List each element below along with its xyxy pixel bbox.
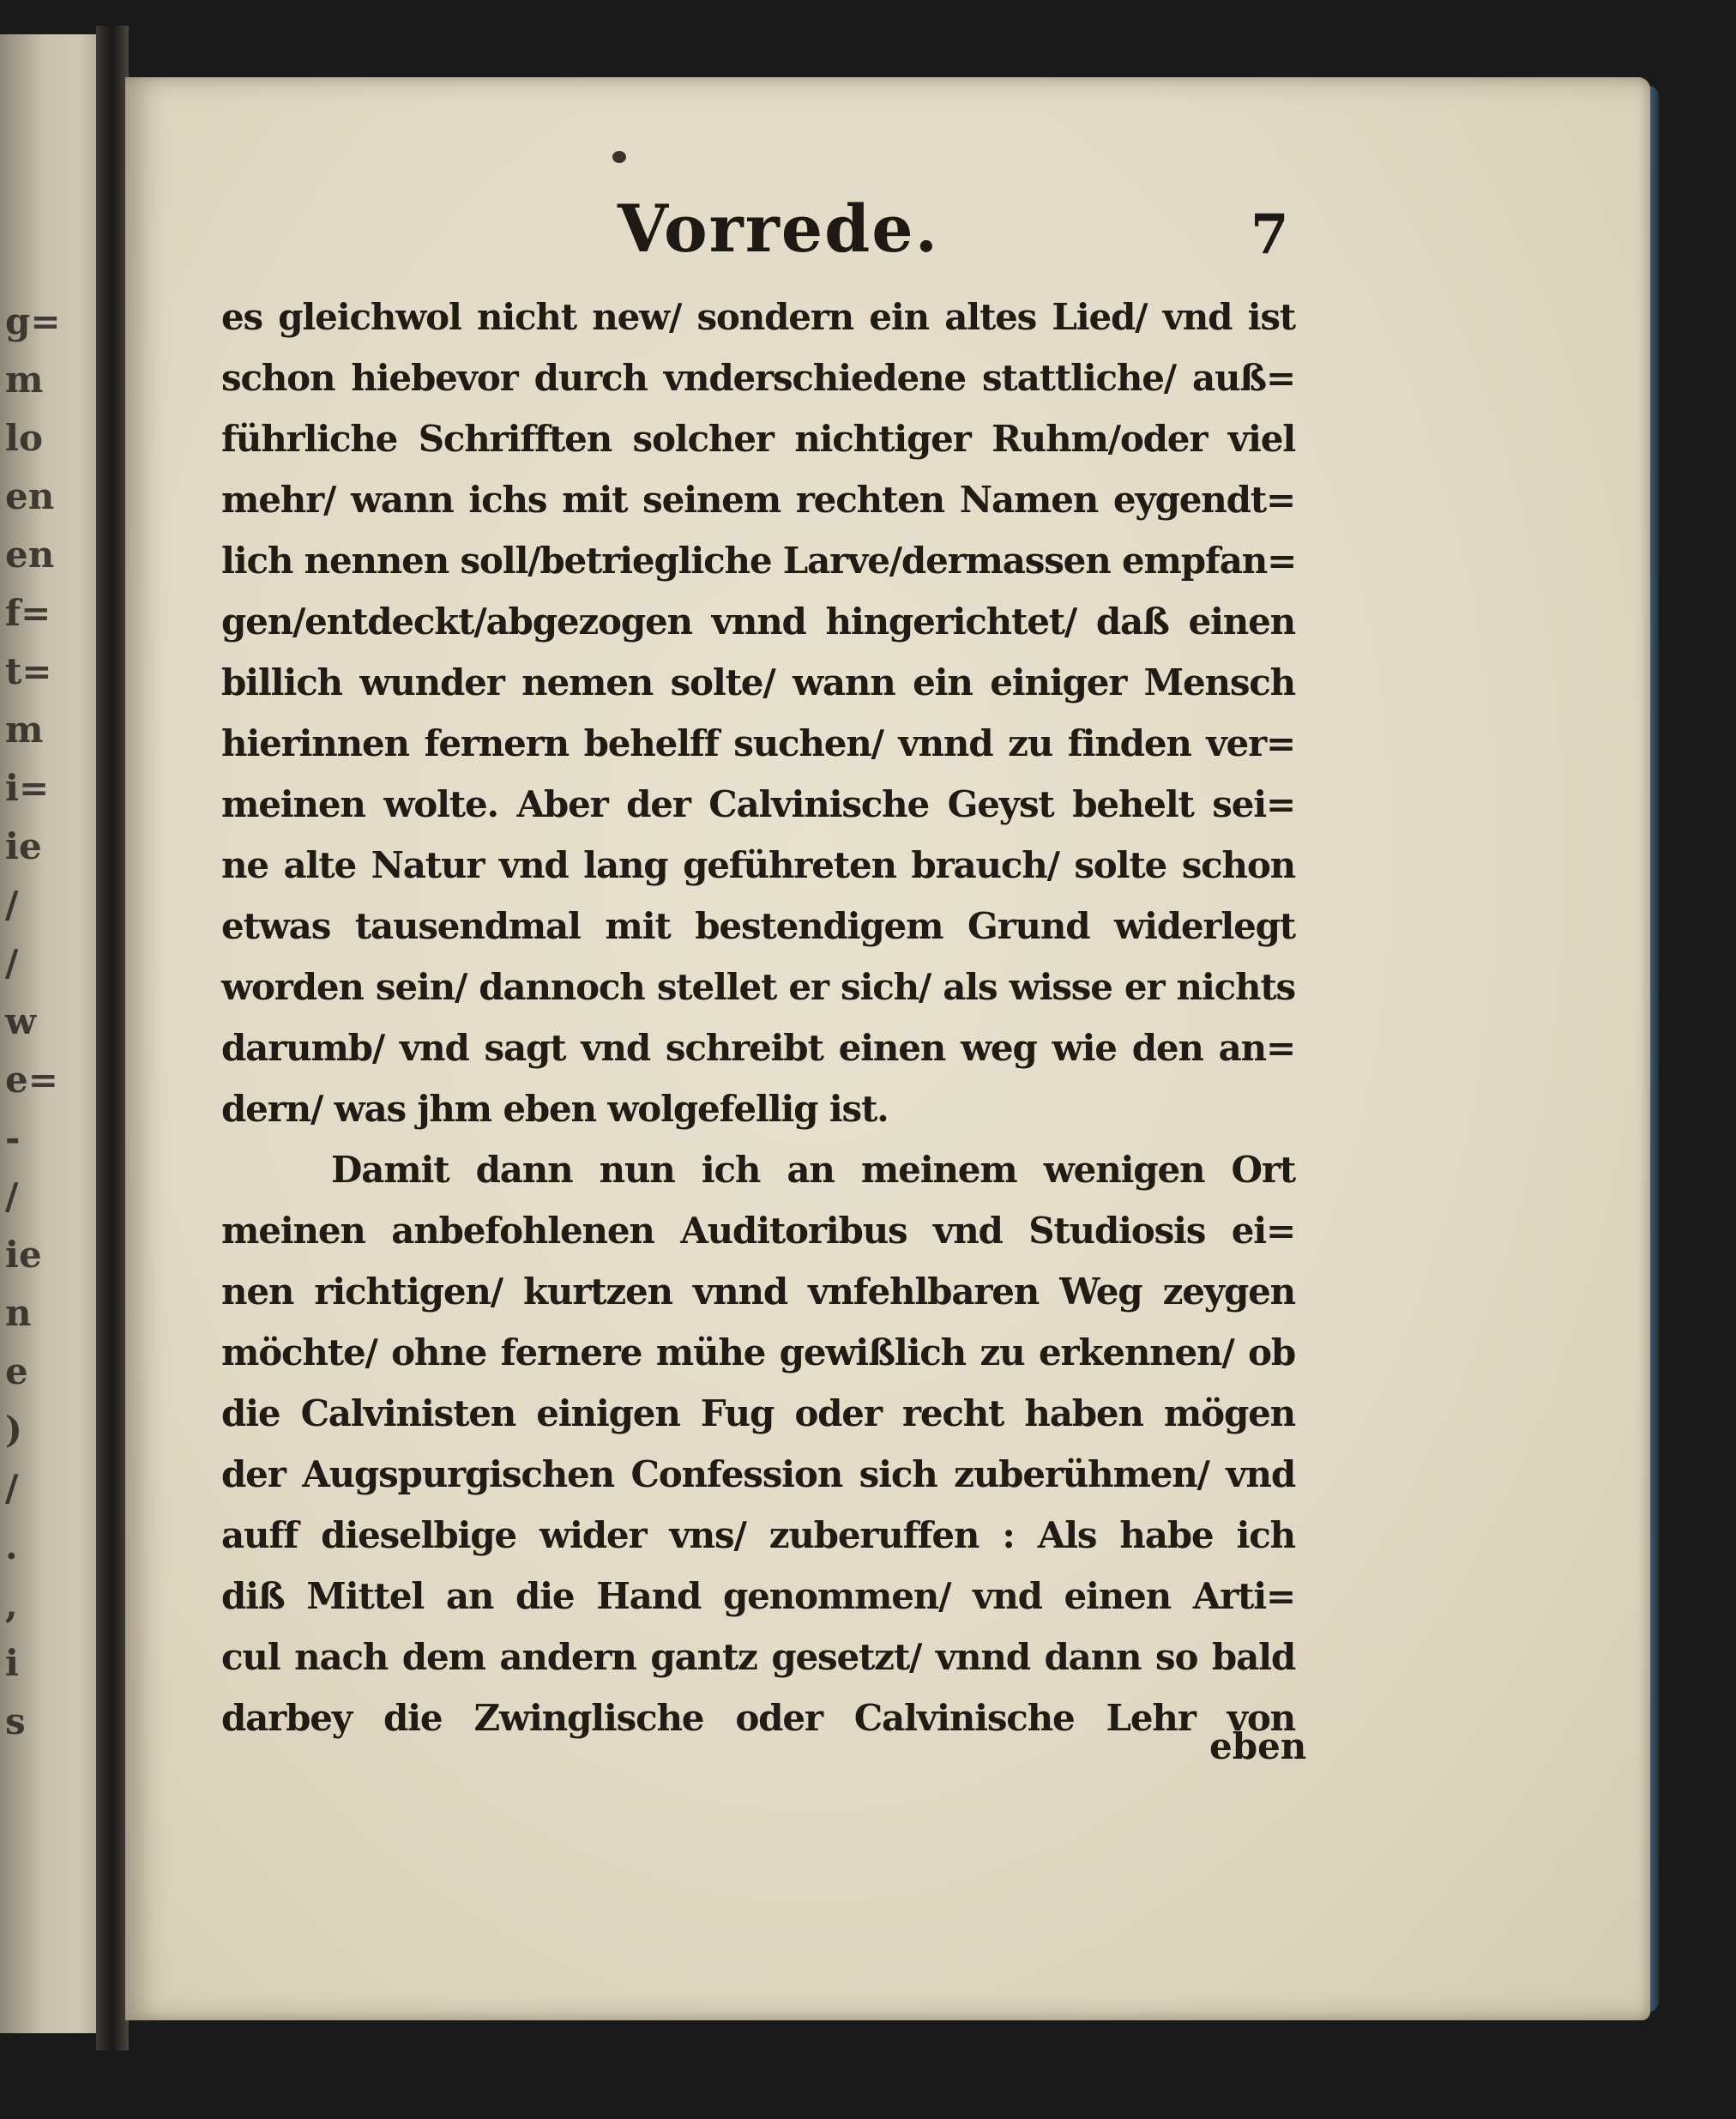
text-line: billich wunder nemen solte/ wann ein einiger Mensch (221, 661, 1295, 703)
text-line: auff dieselbige wider vns/ zuberuffen : Als habe ich (221, 1514, 1295, 1556)
text-line: diß Mittel an die Hand genommen/ vnd einen Arti= (221, 1575, 1295, 1617)
text-line-paragraph-start: Damit dann nun ich an meinem wenigen Ort (331, 1149, 1295, 1191)
text-line: der Augspurgischen Confession sich zuberühmen/ vnd (221, 1453, 1295, 1495)
text-line: meinen wolte. Aber der Calvinische Geyst behelt sei= (221, 783, 1295, 825)
text-line: worden sein/ dannoch stellet er sich/ als wisse er nichts (221, 966, 1295, 1008)
body-text (221, 287, 1295, 1748)
left-page-fragment: en (5, 475, 55, 517)
left-page-fragment: e (5, 1350, 28, 1392)
left-page-fragment: g= (5, 300, 61, 342)
text-line: meinen anbefohlenen Auditoribus vnd Studiosis ei= (221, 1210, 1295, 1252)
left-page-fragment: i (5, 1642, 19, 1684)
left-page-fragment: i= (5, 767, 50, 809)
text-line: dern/ was jhm eben wolgefellig ist. (221, 1088, 889, 1130)
text-line: nen richtigen/ kurtzen vnnd vnfehlbaren Weg zeygen (221, 1271, 1295, 1313)
left-page-fragment: , (5, 1584, 18, 1626)
left-page-fragment: / (5, 1467, 19, 1509)
text-line: die Calvinisten einigen Fug oder recht haben mögen (221, 1392, 1295, 1434)
text-line: möchte/ ohne fernere mühe gewißlich zu erkennen/ ob (221, 1331, 1295, 1373)
left-page-fragment: / (5, 1175, 19, 1217)
text-line: hierinnen fernern behelff suchen/ vnnd zu finden ver= (221, 722, 1295, 764)
text-line: mehr/ wann ichs mit seinem rechten Namen eygendt= (221, 479, 1295, 521)
left-page-fragment: ie (5, 825, 42, 867)
left-page-fragment: s (5, 1700, 26, 1742)
left-page-fragment: / (5, 884, 19, 926)
left-page-fragment: en (5, 534, 55, 576)
left-page-fragment: m (5, 709, 44, 751)
left-page-fragment: . (5, 1525, 18, 1567)
text-line: schon hiebevor durch vnderschiedene stattliche/ auß= (221, 357, 1295, 399)
left-page-fragment: - (5, 1117, 21, 1159)
text-line: es gleichwol nicht new/ sondern ein altes Lied/ vnd ist (221, 296, 1295, 338)
left-page-fragment: ie (5, 1234, 42, 1276)
text-line: darbey die Zwinglische oder Calvinische Lehr von (221, 1697, 1295, 1739)
text-line: cul nach dem andern gantz gesetzt/ vnnd dann so bald (221, 1636, 1295, 1678)
left-page-edge (0, 34, 112, 2033)
left-page-fragment: f= (5, 592, 51, 634)
left-page-fragment: m (5, 359, 44, 401)
left-page-fragment: n (5, 1292, 32, 1334)
left-page-fragment: e= (5, 1059, 58, 1101)
left-page-fragment: ) (5, 1409, 22, 1451)
text-line: darumb/ vnd sagt vnd schreibt einen weg wie den an= (221, 1027, 1295, 1069)
page-number: 7 (1251, 202, 1289, 267)
text-line: etwas tausendmal mit bestendigem Grund widerlegt (221, 905, 1295, 947)
text-line: lich nennen soll/betriegliche Larve/dermassen empfan= (221, 540, 1297, 582)
book-gutter (96, 26, 129, 2050)
text-line: ne alte Natur vnd lang geführeten brauch/ solte schon (221, 844, 1295, 886)
text-line: gen/entdeckt/abgezogen vnnd hingerichtet/ daß einen (221, 601, 1295, 643)
ornament-dot (612, 151, 626, 163)
catchword: eben (1209, 1725, 1307, 1767)
running-head: Vorrede. (618, 190, 940, 267)
left-page-fragment: lo (5, 417, 43, 459)
left-page-fragment: w (5, 1000, 37, 1042)
left-page-fragment: t= (5, 650, 52, 692)
text-line: führliche Schrifften solcher nichtiger Ruhm/oder viel (221, 418, 1295, 460)
left-page-fragment: / (5, 942, 19, 984)
